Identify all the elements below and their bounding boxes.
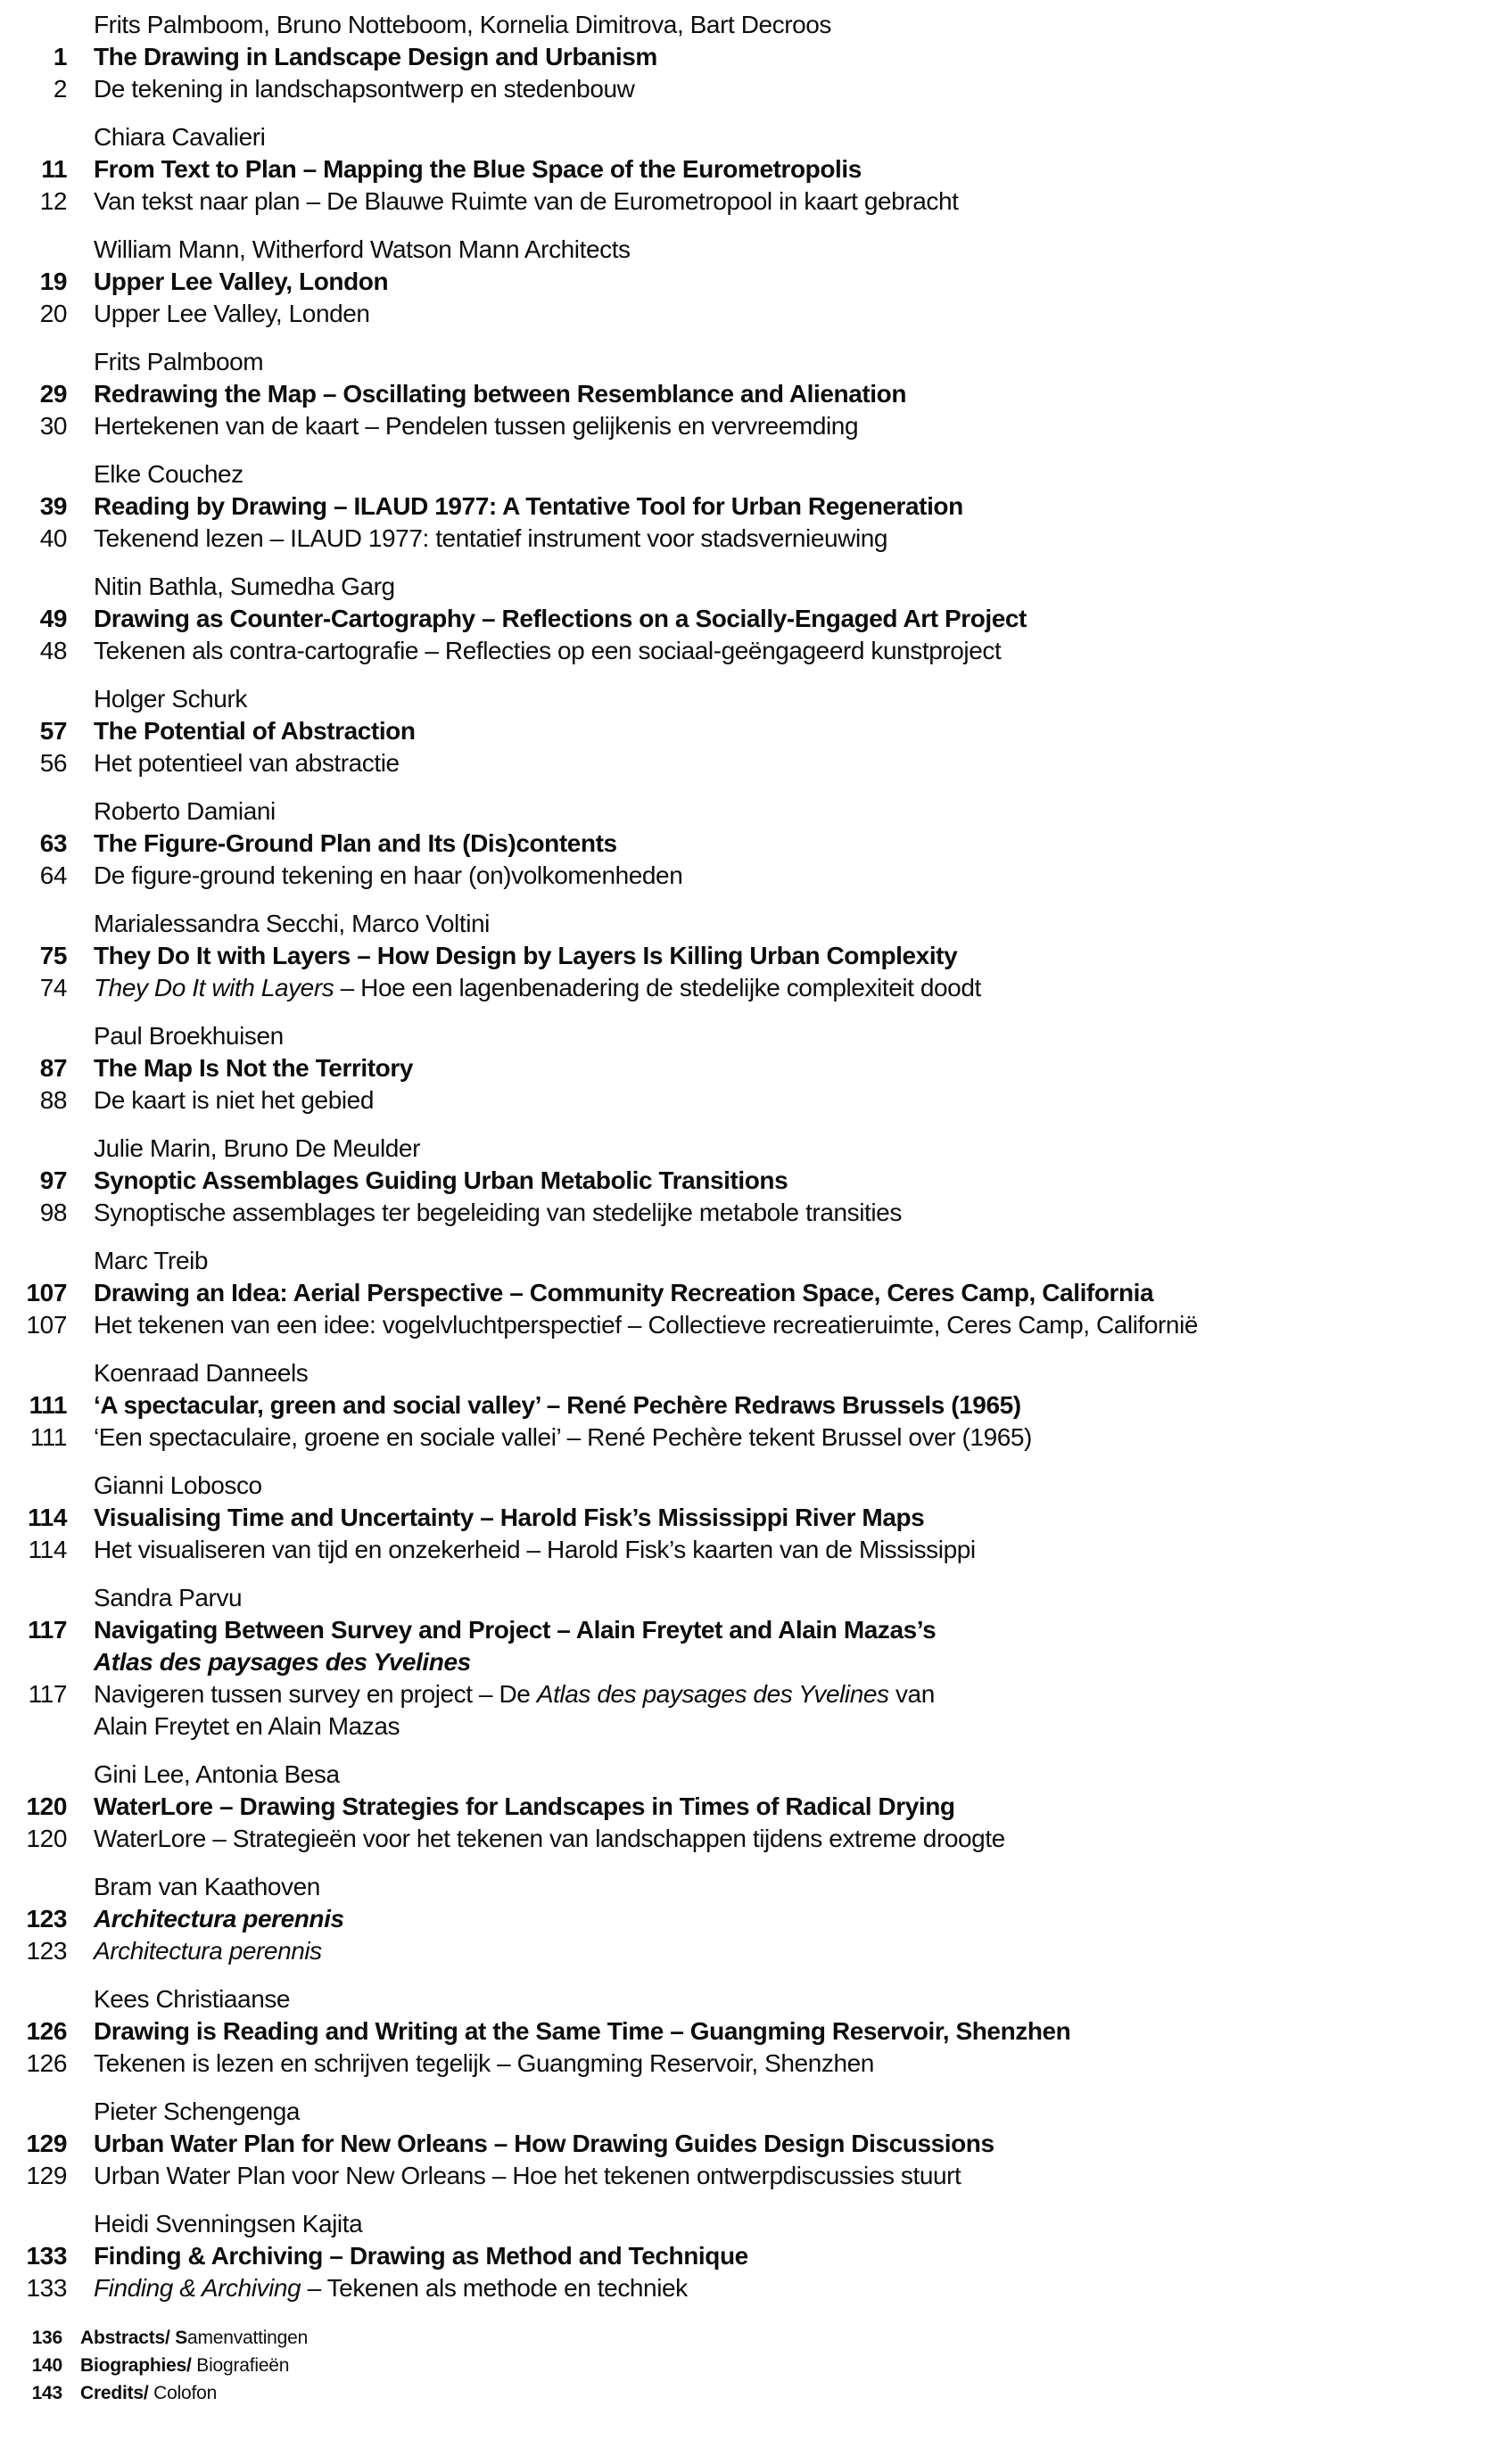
page-number-empty	[0, 1133, 67, 1165]
entry-dutch-row	[0, 1534, 1502, 1566]
entry-dutch-text	[94, 523, 1502, 555]
text-segment: ‘A spectacular, green and social valley’ – René Pechère Redraws Brussels (1965)	[94, 1391, 1021, 1419]
text-segment: Synoptic Assemblages Guiding Urban Metabolic Transitions	[94, 1166, 788, 1194]
author-names: Julie Marin, Bruno De Meulder	[94, 1134, 420, 1162]
entry-dutch-row	[0, 298, 1502, 330]
entry-title-row	[0, 1646, 1502, 1678]
page-number-empty	[0, 571, 67, 603]
text-segment: Finding & Archiving	[94, 2274, 301, 2302]
entry-author-row	[0, 9, 1502, 41]
author-names: Bram van Kaathoven	[94, 1873, 320, 1900]
entry-dutch-row	[0, 185, 1502, 218]
page-number	[0, 1710, 67, 1743]
text-segment: Upper Lee Valley, London	[94, 268, 389, 295]
entry-dutch-row	[0, 1935, 1502, 1967]
entry-title-row	[0, 266, 1502, 298]
backmatter-label	[80, 2324, 1502, 2352]
entry-author-row	[0, 1357, 1502, 1389]
toc-entry	[0, 2208, 1502, 2304]
entry-dutch-text	[94, 1678, 1502, 1710]
entry-title-text	[94, 1502, 1502, 1534]
page-number-empty	[0, 1470, 67, 1502]
entry-dutch-text	[94, 2048, 1502, 2080]
toc-entry	[0, 458, 1502, 555]
page-number-empty	[0, 458, 67, 490]
entry-title-text	[94, 940, 1502, 972]
entry-title-text	[94, 41, 1502, 73]
entry-dutch-row	[0, 2048, 1502, 2080]
entry-title-row	[0, 1277, 1502, 1309]
page-number: 57	[39, 717, 67, 745]
author-names: Holger Schurk	[94, 685, 247, 713]
entry-dutch-text	[94, 410, 1502, 442]
toc-entry	[0, 908, 1502, 1004]
text-segment: Het potentieel van abstractie	[94, 749, 400, 777]
toc-entry	[0, 1245, 1502, 1341]
entry-title-text	[94, 828, 1502, 860]
page-number	[0, 1646, 67, 1678]
page-number: 107	[26, 1311, 67, 1339]
text-segment: They Do It with Layers – How Design by Layers Is Killing Urban Complexity	[94, 942, 958, 969]
page-number-empty	[0, 234, 67, 266]
text-segment: Navigeren tussen survey en project – De	[94, 1680, 537, 1708]
text-segment: Reading by Drawing – ILAUD 1977: A Tentative Tool for Urban Regeneration	[94, 492, 963, 520]
backmatter-label	[80, 2352, 1502, 2379]
page-number: 114	[28, 1536, 67, 1563]
page-number: 56	[39, 749, 67, 777]
entry-dutch-row	[0, 972, 1502, 1004]
entry-title-row	[0, 603, 1502, 635]
text-segment: – Hoe een lagenbenadering de stedelijke complexiteit doodt	[334, 974, 981, 1001]
entry-title-text	[94, 715, 1502, 747]
entry-title-text	[94, 2240, 1502, 2272]
entry-dutch-text	[94, 2272, 1502, 2304]
text-segment: WaterLore – Strategieën voor het tekenen van landschappen tijdens extreme droogte	[94, 1825, 1005, 1852]
text-segment: Upper Lee Valley, Londen	[94, 300, 370, 327]
author-names: Sandra Parvu	[94, 1584, 243, 1611]
toc-entry	[0, 683, 1502, 779]
text-segment: The Drawing in Landscape Design and Urbanism	[94, 43, 657, 70]
toc-entry	[0, 121, 1502, 218]
page-number-empty	[0, 2096, 67, 2128]
author-names: Elke Couchez	[94, 460, 243, 488]
page-number: 12	[39, 187, 67, 215]
entry-author-row	[0, 1759, 1502, 1791]
text-segment: Hertekenen van de kaart – Pendelen tussen gelijkenis en vervreemding	[94, 412, 859, 440]
text-segment: Tekenen als contra-cartografie – Reflecties op een sociaal-geëngageerd kunstproject	[94, 637, 1002, 664]
text-segment: amenvattingen	[187, 2328, 309, 2348]
entry-title-text	[94, 1791, 1502, 1823]
entry-title-row	[0, 2128, 1502, 2160]
entry-title-text	[94, 153, 1502, 185]
page-number: 143	[31, 2383, 62, 2403]
entry-author-row	[0, 1470, 1502, 1502]
page-number: 111	[29, 1391, 67, 1419]
page-number-empty	[0, 683, 67, 715]
toc-entry	[0, 1470, 1502, 1566]
page-number: 133	[26, 2242, 67, 2270]
entry-title-row	[0, 828, 1502, 860]
entry-dutch-row	[0, 73, 1502, 105]
text-segment: Urban Water Plan voor New Orleans – Hoe het tekenen ontwerpdiscussies stuurt	[94, 2162, 961, 2189]
entry-title-row	[0, 2240, 1502, 2272]
author-names: Koenraad Danneels	[94, 1359, 309, 1387]
toc-entry	[0, 795, 1502, 892]
entry-dutch-text	[94, 1309, 1502, 1341]
entry-dutch-row	[0, 1422, 1502, 1454]
entry-title-row	[0, 378, 1502, 410]
entry-title-row	[0, 1791, 1502, 1823]
author-names: Chiara Cavalieri	[94, 123, 266, 151]
entry-dutch-text	[94, 73, 1502, 105]
entry-dutch-text	[94, 1823, 1502, 1855]
page-number-empty	[0, 1357, 67, 1389]
backmatter-row	[0, 2324, 1502, 2352]
page-number-empty	[0, 1245, 67, 1277]
entry-title-text	[94, 2128, 1502, 2160]
page-number: 126	[26, 2049, 67, 2077]
entry-title-row	[0, 153, 1502, 185]
entry-title-text	[94, 266, 1502, 298]
page-number-empty	[0, 2208, 67, 2240]
author-names: Pieter Schengenga	[94, 2097, 301, 2125]
toc-entry	[0, 9, 1502, 105]
entry-author-row	[0, 234, 1502, 266]
author-names: Roberto Damiani	[94, 797, 276, 825]
page-number: 117	[28, 1616, 67, 1644]
toc-entry	[0, 1133, 1502, 1229]
text-segment: Architectura perennis	[94, 1905, 344, 1932]
entry-dutch-row	[0, 1309, 1502, 1341]
entry-title-text	[94, 1646, 1502, 1678]
entry-title-text	[94, 1052, 1502, 1084]
entry-dutch-text	[94, 2160, 1502, 2192]
entry-title-row	[0, 940, 1502, 972]
entry-dutch-row	[0, 2160, 1502, 2192]
author-names: Kees Christiaanse	[94, 1985, 291, 2013]
entry-author-row	[0, 908, 1502, 940]
entry-dutch-text	[94, 747, 1502, 779]
entry-dutch-text	[94, 1534, 1502, 1566]
text-segment: Drawing an Idea: Aerial Perspective – Community Recreation Space, Ceres Camp, California	[94, 1279, 1154, 1306]
text-segment: Synoptische assemblages ter begeleiding van stedelijke metabole transities	[94, 1199, 902, 1226]
page-number-empty	[0, 9, 67, 41]
text-segment: Alain Freytet en Alain Mazas	[94, 1712, 400, 1740]
entry-title-row	[0, 715, 1502, 747]
entry-dutch-row	[0, 1710, 1502, 1743]
text-segment: The Map Is Not the Territory	[94, 1054, 413, 1082]
page-number: 63	[39, 829, 67, 857]
page-number: 74	[39, 974, 67, 1001]
text-segment: van	[888, 1680, 935, 1708]
entry-title-text	[94, 1389, 1502, 1422]
text-segment: Colofon	[148, 2383, 218, 2403]
entry-dutch-text	[94, 860, 1502, 892]
text-segment: The Potential of Abstraction	[94, 717, 416, 745]
page-number: 117	[28, 1680, 67, 1708]
text-segment: Van tekst naar plan – De Blauwe Ruimte van de Eurometropool in kaart gebracht	[94, 187, 959, 215]
author-names: Gini Lee, Antonia Besa	[94, 1760, 340, 1788]
author-names: William Mann, Witherford Watson Mann Architects	[94, 235, 631, 263]
entry-dutch-text	[94, 1084, 1502, 1117]
entry-title-text	[94, 490, 1502, 523]
entry-title-row	[0, 2015, 1502, 2048]
entry-author-row	[0, 1245, 1502, 1277]
text-segment: Atlas des paysages des Yvelines	[536, 1680, 889, 1708]
text-segment: Drawing as Counter-Cartography – Reflections on a Socially-Engaged Art Project	[94, 605, 1027, 632]
page-number-empty	[0, 908, 67, 940]
toc-entry	[0, 1871, 1502, 1967]
entry-title-text	[94, 1165, 1502, 1197]
entry-author-row	[0, 2096, 1502, 2128]
page-number: 40	[39, 524, 67, 552]
toc-entry	[0, 1983, 1502, 2080]
page-number: 97	[39, 1166, 67, 1194]
entry-dutch-text	[94, 1197, 1502, 1229]
page-number: 11	[41, 155, 67, 183]
text-segment: – Tekenen als methode en techniek	[301, 2274, 688, 2302]
page-number: 39	[39, 492, 67, 520]
text-segment: WaterLore – Drawing Strategies for Landscapes in Times of Radical Drying	[94, 1792, 955, 1820]
text-segment: Biographies/	[80, 2355, 192, 2376]
entry-dutch-text	[94, 972, 1502, 1004]
entry-author-row	[0, 683, 1502, 715]
page-number: 19	[39, 268, 67, 295]
author-names: Marc Treib	[94, 1247, 209, 1274]
entry-dutch-row	[0, 1084, 1502, 1117]
entry-title-row	[0, 1389, 1502, 1422]
entry-dutch-text	[94, 1422, 1502, 1454]
page-number: 129	[26, 2130, 67, 2157]
text-segment: De figure-ground tekening en haar (on)volkomenheden	[94, 861, 683, 889]
page-number: 129	[26, 2162, 67, 2189]
text-segment: Het tekenen van een idee: vogelvluchtperspectief – Collectieve recreatieruimte, Ceres Camp, Californië	[94, 1311, 1199, 1339]
page-number: 20	[39, 300, 67, 327]
entry-title-row	[0, 1502, 1502, 1534]
text-segment: ‘Een spectaculaire, groene en sociale vallei’ – René Pechère tekent Brussel over (1965)	[94, 1423, 1032, 1451]
text-segment: The Figure-Ground Plan and Its (Dis)contents	[94, 829, 617, 857]
entry-title-row	[0, 1052, 1502, 1084]
text-segment: Drawing is Reading and Writing at the Same Time – Guangming Reservoir, Shenzhen	[94, 2017, 1071, 2045]
entry-dutch-text	[94, 298, 1502, 330]
toc-entry	[0, 234, 1502, 330]
page-number: 29	[39, 380, 67, 408]
entry-title-text	[94, 603, 1502, 635]
entry-title-text	[94, 1614, 1502, 1646]
entry-dutch-text	[94, 635, 1502, 667]
text-segment: De kaart is niet het gebied	[94, 1086, 374, 1114]
page-number: 2	[53, 75, 67, 103]
author-names: Heidi Svenningsen Kajita	[94, 2210, 363, 2237]
author-names: Marialessandra Secchi, Marco Voltini	[94, 910, 490, 937]
entry-dutch-row	[0, 1197, 1502, 1229]
backmatter-row	[0, 2379, 1502, 2407]
entry-dutch-text	[94, 185, 1502, 218]
toc-entry	[0, 571, 1502, 667]
entry-author-row	[0, 795, 1502, 828]
author-names: Paul Broekhuisen	[94, 1022, 284, 1050]
text-segment: Finding & Archiving – Drawing as Method and Technique	[94, 2242, 748, 2270]
text-segment: Redrawing the Map – Oscillating between Resemblance and Alienation	[94, 380, 907, 408]
page-number: 123	[26, 1937, 67, 1965]
page-number: 48	[39, 637, 67, 664]
text-segment: Visualising Time and Uncertainty – Harold Fisk’s Mississippi River Maps	[94, 1504, 925, 1531]
text-segment: Tekenen is lezen en schrijven tegelijk – Guangming Reservoir, Shenzhen	[94, 2049, 874, 2077]
entry-title-row	[0, 1165, 1502, 1197]
entry-author-row	[0, 1020, 1502, 1052]
author-names: Frits Palmboom	[94, 348, 264, 375]
backmatter-label	[80, 2379, 1502, 2407]
entry-title-text	[94, 2015, 1502, 2048]
toc-entry	[0, 1759, 1502, 1855]
page-number-empty	[0, 1983, 67, 2015]
author-names: Nitin Bathla, Sumedha Garg	[94, 573, 395, 600]
text-segment: From Text to Plan – Mapping the Blue Space of the Eurometropolis	[94, 155, 862, 183]
toc-entry	[0, 1357, 1502, 1454]
page-number-empty	[0, 1759, 67, 1791]
entry-dutch-row	[0, 747, 1502, 779]
page-number: 136	[31, 2328, 62, 2348]
page-number-empty	[0, 346, 67, 378]
page-number-empty	[0, 1020, 67, 1052]
entry-dutch-row	[0, 1823, 1502, 1855]
entry-dutch-row	[0, 635, 1502, 667]
page-number: 114	[28, 1504, 67, 1531]
entry-dutch-text	[94, 1710, 1502, 1743]
page-number: 120	[26, 1825, 67, 1852]
toc-entry	[0, 2096, 1502, 2192]
entry-author-row	[0, 458, 1502, 490]
entry-author-row	[0, 2208, 1502, 2240]
entry-title-row	[0, 1614, 1502, 1646]
text-segment: Atlas des paysages des Yvelines	[94, 1648, 471, 1676]
entry-author-row	[0, 1582, 1502, 1614]
text-segment: Biografieën	[191, 2355, 290, 2376]
toc-entry	[0, 1582, 1502, 1743]
page-number: 98	[39, 1199, 67, 1226]
entry-author-row	[0, 1871, 1502, 1903]
entry-author-row	[0, 571, 1502, 603]
toc-entry	[0, 346, 1502, 442]
author-names: Gianni Lobosco	[94, 1471, 262, 1499]
page-number-empty	[0, 795, 67, 828]
text-segment: Navigating Between Survey and Project – Alain Freytet and Alain Mazas’s	[94, 1616, 937, 1644]
page-number: 30	[39, 412, 67, 440]
text-segment: De tekening in landschapsontwerp en stedenbouw	[94, 75, 635, 103]
entry-dutch-row	[0, 2272, 1502, 2304]
entry-dutch-row	[0, 523, 1502, 555]
backmatter-row	[0, 2352, 1502, 2379]
text-segment: Architectura perennis	[94, 1937, 322, 1965]
page-number: 126	[26, 2017, 67, 2045]
entry-title-row	[0, 1903, 1502, 1935]
text-segment: Credits/	[80, 2383, 149, 2403]
page-number-empty	[0, 121, 67, 153]
page-number: 64	[39, 861, 67, 889]
entry-title-row	[0, 490, 1502, 523]
page-number: 111	[29, 1423, 67, 1451]
page-number: 107	[26, 1279, 67, 1306]
page-number: 1	[53, 43, 67, 70]
entry-author-row	[0, 121, 1502, 153]
entry-dutch-row	[0, 860, 1502, 892]
page-number: 88	[39, 1086, 67, 1114]
entry-title-text	[94, 378, 1502, 410]
entry-author-row	[0, 346, 1502, 378]
entry-dutch-row	[0, 1678, 1502, 1710]
page-number: 75	[39, 942, 67, 969]
author-names: Frits Palmboom, Bruno Notteboom, Kornelia Dimitrova, Bart Decroos	[94, 11, 832, 38]
text-segment: Het visualiseren van tijd en onzekerheid – Harold Fisk’s kaarten van de Mississippi	[94, 1536, 976, 1563]
table-of-contents	[0, 9, 1502, 2304]
page-number: 87	[39, 1054, 67, 1082]
page-number-empty	[0, 1871, 67, 1903]
entry-author-row	[0, 1133, 1502, 1165]
entry-title-text	[94, 1903, 1502, 1935]
text-segment: Abstracts/ S	[80, 2328, 188, 2348]
entry-author-row	[0, 1983, 1502, 2015]
text-segment: Tekenend lezen – ILAUD 1977: tentatief instrument voor stadsvernieuwing	[94, 524, 888, 552]
page-number-empty	[0, 1582, 67, 1614]
toc-entry	[0, 1020, 1502, 1117]
page-number: 49	[39, 605, 67, 632]
entry-dutch-row	[0, 410, 1502, 442]
page-number: 123	[26, 1905, 67, 1932]
entry-dutch-text	[94, 1935, 1502, 1967]
entry-title-row	[0, 41, 1502, 73]
page-number: 140	[31, 2355, 62, 2376]
text-segment: Urban Water Plan for New Orleans – How Drawing Guides Design Discussions	[94, 2130, 994, 2157]
text-segment: They Do It with Layers	[94, 974, 334, 1001]
backmatter-list	[0, 2324, 1502, 2407]
entry-title-text	[94, 1277, 1502, 1309]
page-number: 133	[26, 2274, 67, 2302]
page-number: 120	[26, 1792, 67, 1820]
